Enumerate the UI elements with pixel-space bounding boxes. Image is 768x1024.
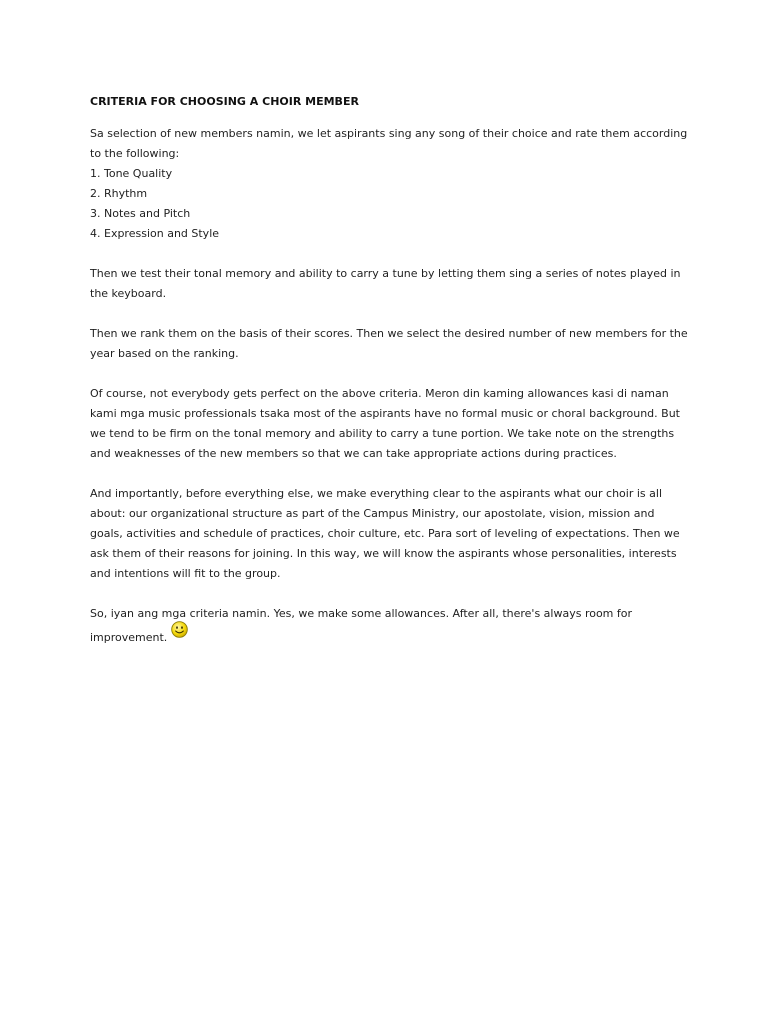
- criteria-item-4: 4. Expression and Style: [90, 227, 220, 240]
- paragraph-line: the keyboard.: [90, 287, 167, 300]
- criteria-item-2: 2. Rhythm: [90, 187, 148, 200]
- paragraph-tonal-memory: [90, 264, 690, 304]
- paragraph-ranking: [90, 324, 690, 364]
- intro-paragraph: [90, 124, 690, 244]
- paragraph-allowances: [90, 384, 690, 464]
- smiley-face-icon: [171, 621, 188, 638]
- paragraph-line: Then we rank them on the basis of their scores. Then we select the desired number of new members for the: [90, 327, 688, 340]
- paragraph-line: goals, activities and schedule of practices, choir culture, etc. Para sort of leveling of expectations. Then we: [90, 527, 680, 540]
- paragraph-spacer: [90, 244, 690, 264]
- criteria-item-1: 1. Tone Quality: [90, 167, 173, 180]
- criteria-item-3: 3. Notes and Pitch: [90, 207, 191, 220]
- paragraph-line: we tend to be firm on the tonal memory and ability to carry a tune portion. We take note on the strengths: [90, 427, 675, 440]
- paragraph-line: And importantly, before everything else, we make everything clear to the aspirants what our choir is all: [90, 487, 662, 500]
- intro-line-1: Sa selection of new members namin, we let aspirants sing any song of their choice and rate them according: [90, 127, 688, 140]
- closing-last-line: [90, 624, 690, 644]
- document-body: [90, 94, 690, 664]
- paragraph-line: ask them of their reasons for joining. In this way, we will know the aspirants whose personalities, interests: [90, 547, 677, 560]
- paragraph-closing: [90, 604, 690, 644]
- paragraph-line: kami mga music professionals tsaka most of the aspirants have no formal music or choral background. But: [90, 407, 680, 420]
- paragraph-line: improvement.: [90, 631, 168, 644]
- intro-line-2: to the following:: [90, 147, 180, 160]
- paragraph-line: Then we test their tonal memory and ability to carry a tune by letting them sing a series of notes played in: [90, 267, 681, 280]
- paragraph-line: and weaknesses of the new members so that we can take appropriate actions during practices.: [90, 447, 617, 460]
- paragraph-line: about: our organizational structure as part of the Campus Ministry, our apostolate, vision, mission and: [90, 507, 655, 520]
- paragraph-line: and intentions will fit to the group.: [90, 567, 281, 580]
- paragraph-line: Of course, not everybody gets perfect on the above criteria. Meron din kaming allowances kasi di naman: [90, 387, 669, 400]
- paragraph-expectations: [90, 484, 690, 584]
- document-title: CRITERIA FOR CHOOSING A CHOIR MEMBER: [90, 95, 359, 108]
- paragraph-line: So, iyan ang mga criteria namin. Yes, we make some allowances. After all, there's always room for: [90, 607, 633, 620]
- paragraph-line: year based on the ranking.: [90, 347, 239, 360]
